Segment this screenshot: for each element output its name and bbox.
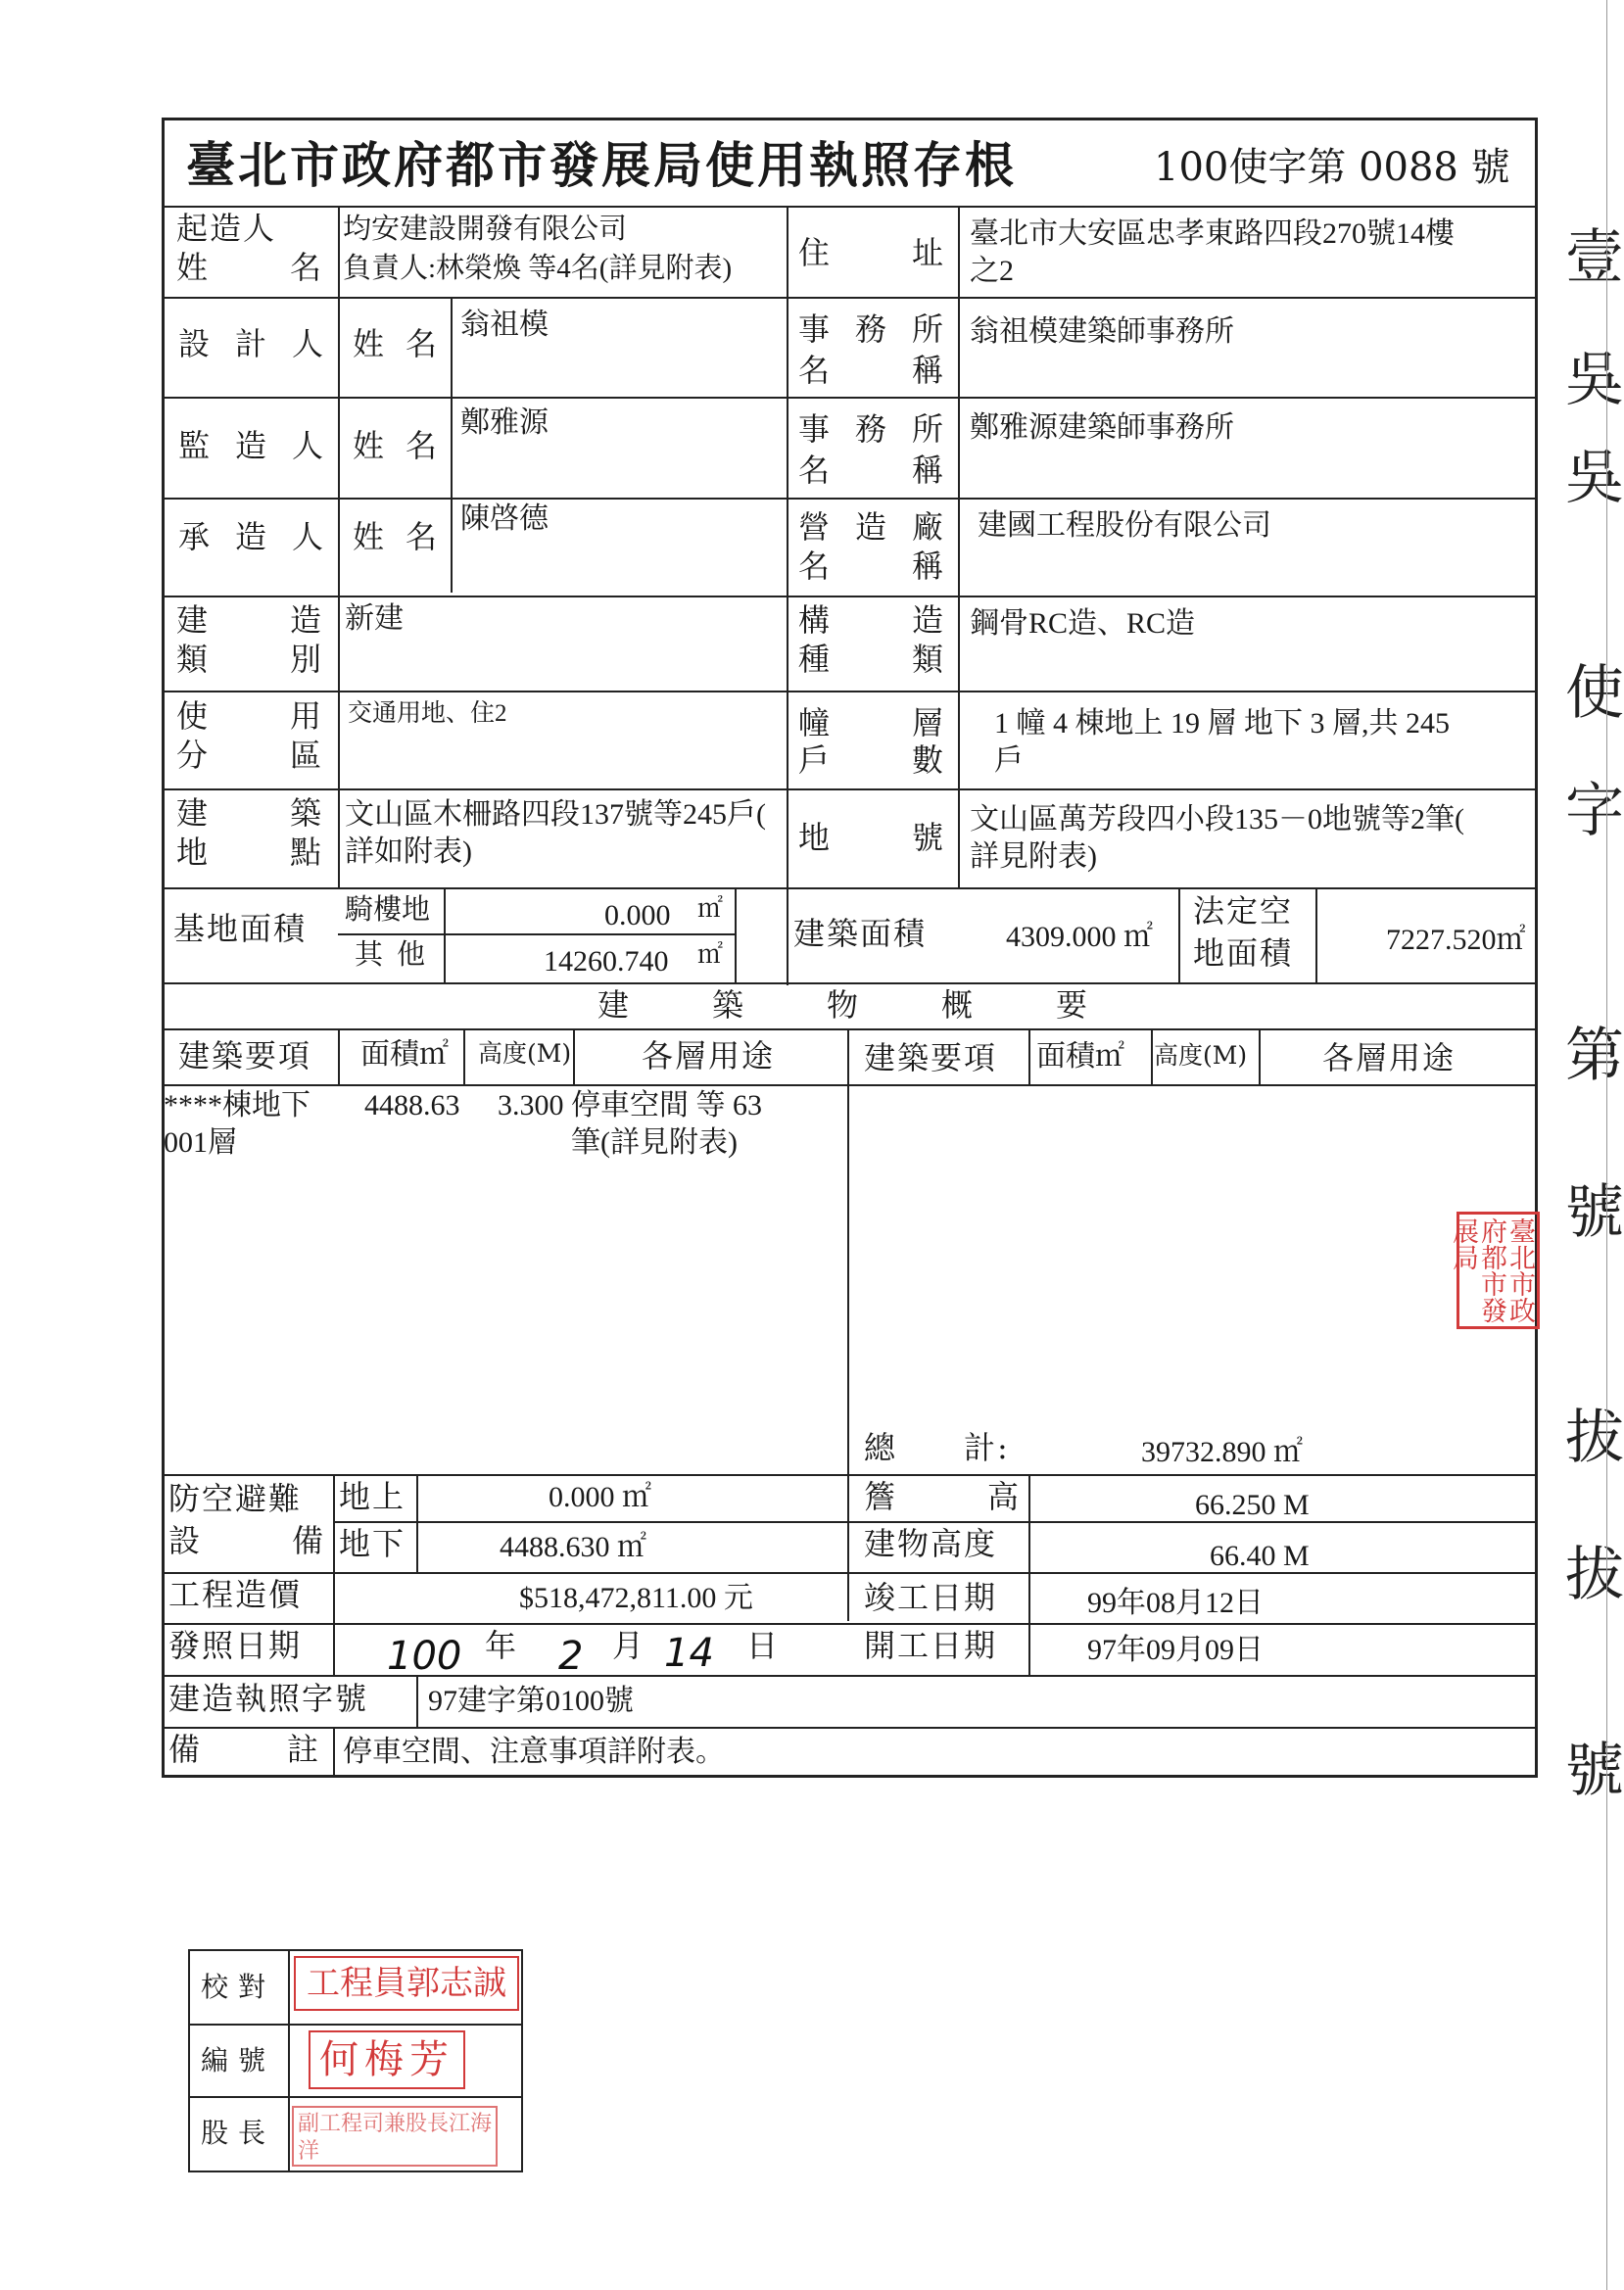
floors-label-1: 幢層 — [798, 704, 945, 741]
supervisor-office-label-1: 事務所 — [798, 410, 945, 448]
supervisor-name-label: 姓名 — [353, 427, 439, 464]
other-unit: ㎡ — [697, 940, 724, 969]
structure-label-2: 種類 — [798, 641, 945, 678]
margin-char: 拔 — [1565, 1541, 1624, 1609]
open-space-label-2: 地面積 — [1193, 934, 1294, 972]
other-area: 14260.740 — [544, 945, 669, 978]
shelter-label-2: 設備 — [168, 1522, 325, 1559]
shelter-below-label: 地下 — [339, 1525, 406, 1562]
issue-day: 14 — [664, 1631, 714, 1676]
margin-char: 吳 — [1565, 346, 1624, 414]
site-area-label: 基地面積 — [173, 910, 308, 947]
contractor-office: 建國工程股份有限公司 — [978, 509, 1271, 542]
applicant-name: 均安建設開發有限公司 — [343, 214, 628, 245]
designer-name-label: 姓名 — [353, 325, 439, 362]
zoning-value: 交通用地、住2 — [348, 700, 507, 727]
overview-title: 建築物概要 — [597, 986, 1171, 1024]
arcade-unit: ㎡ — [697, 894, 724, 923]
designer-label: 設計人 — [178, 325, 325, 362]
zoning-label-2: 分區 — [176, 737, 323, 774]
applicant-name-label: 姓名 — [176, 249, 323, 286]
issue-day-char: 日 — [746, 1627, 781, 1664]
building-height-label: 建物高度 — [864, 1525, 998, 1562]
overview-item-1: ****棟地下 — [164, 1089, 310, 1121]
overview-height: 3.300 — [498, 1089, 564, 1121]
floors-label-2: 戶數 — [798, 741, 945, 779]
start-date: 97年09月09日 — [1087, 1634, 1264, 1666]
margin-char: 號 — [1565, 1737, 1624, 1805]
issue-month: 2 — [558, 1634, 584, 1679]
overview-use-1: 停車空間 等 63 — [571, 1089, 762, 1121]
stamp-checker: 工程員郭志誠 — [294, 1956, 519, 2011]
issue-year-char: 年 — [485, 1627, 519, 1664]
overview-use-2: 筆(詳見附表) — [571, 1126, 738, 1159]
location-value-1: 文山區木柵路四段137號等245戶( — [345, 798, 766, 831]
approval-label-number: 編號 — [201, 2044, 276, 2076]
address-label: 住址 — [798, 234, 945, 271]
page-title: 臺北市政府都市發展局使用執照存根 — [186, 136, 1017, 194]
designer-name: 翁祖模 — [460, 309, 549, 341]
contractor-office-label-2: 名稱 — [798, 548, 945, 585]
overview-header-use: 各層用途 — [642, 1037, 776, 1074]
open-space-label-1: 法定空 — [1193, 892, 1294, 930]
permit-number: 100使字第 0088 號 — [1154, 145, 1510, 190]
lot-label: 地號 — [798, 819, 945, 856]
overview-header-area-right: 面積㎡ — [1036, 1039, 1124, 1073]
margin-char: 第 — [1565, 1022, 1624, 1090]
overview-header-height-right: 高度(M) — [1154, 1041, 1248, 1070]
overview-header-item: 建築要項 — [178, 1037, 312, 1074]
supervisor-label: 監造人 — [178, 427, 325, 464]
eave-label: 簷高 — [864, 1478, 1021, 1515]
overview-header-area: 面積㎡ — [360, 1037, 449, 1072]
build-permit-label: 建造執照字號 — [168, 1680, 369, 1717]
shelter-label-1: 防空避難 — [168, 1480, 303, 1517]
shelter-above: 0.000 ㎡ — [549, 1481, 651, 1513]
lot-value-1: 文山區萬芳段四小段135－0地號等2筆( — [970, 803, 1464, 835]
floors-value-2: 戶 — [994, 744, 1024, 777]
overview-header-height: 高度(M) — [478, 1039, 572, 1068]
zoning-label-1: 使用 — [176, 697, 323, 735]
overview-item-2: 001層 — [164, 1126, 237, 1159]
open-space-area: 7227.520㎡ — [1386, 924, 1526, 956]
completion-date: 99年08月12日 — [1087, 1587, 1264, 1619]
margin-char: 壹 — [1565, 223, 1624, 292]
total-label: 總 計: — [864, 1429, 1010, 1466]
contractor-label: 承造人 — [178, 518, 325, 555]
applicant-address-2: 之2 — [970, 255, 1014, 287]
issue-date-label: 發照日期 — [168, 1627, 303, 1664]
building-area-label: 建築面積 — [793, 915, 928, 952]
designer-office: 翁祖模建築師事務所 — [970, 315, 1234, 348]
other-label: 其他 — [355, 937, 440, 971]
building-area: 4309.000 ㎡ — [1006, 921, 1153, 953]
applicant-label: 起造人 — [176, 210, 277, 247]
issue-year: 100 — [387, 1634, 462, 1679]
supervisor-name: 鄭雅源 — [460, 406, 549, 439]
approval-label-chief: 股長 — [201, 2117, 276, 2149]
build-type-label-1: 建造 — [176, 601, 323, 639]
margin-char: 使 — [1565, 659, 1624, 728]
floors-value-1: 1 幢 4 棟地上 19 層 地下 3 層,共 245 — [994, 707, 1450, 739]
margin-char: 號 — [1565, 1178, 1624, 1247]
build-type: 新建 — [345, 602, 404, 635]
applicant-representative: 負責人:林榮煥 等4名(詳見附表) — [343, 253, 733, 284]
remarks-label: 備 註 — [168, 1731, 320, 1768]
contractor-name: 陳啓德 — [460, 502, 549, 535]
designer-office-label-2: 名稱 — [798, 352, 945, 389]
cost-label: 工程造價 — [168, 1576, 303, 1613]
contractor-name-label: 姓名 — [353, 518, 439, 555]
issue-month-char: 月 — [612, 1627, 646, 1664]
cost-value: $518,472,811.00 元 — [519, 1582, 753, 1614]
building-height: 66.40 M — [1210, 1540, 1310, 1572]
overview-header-item-right: 建築要項 — [864, 1039, 998, 1076]
supervisor-office-label-2: 名稱 — [798, 452, 945, 489]
build-type-label-2: 類別 — [176, 641, 323, 678]
completion-label: 竣工日期 — [864, 1579, 998, 1616]
official-seal: 臺北市政府都市發展局 — [1457, 1212, 1540, 1329]
scan-edge — [1606, 0, 1607, 2290]
total-area: 39732.890 ㎡ — [1141, 1436, 1303, 1468]
margin-char: 吳 — [1565, 444, 1624, 512]
stamp-chief: 副工程司兼股長江海洋 — [292, 2106, 498, 2167]
applicant-address-1: 臺北市大安區忠孝東路四段270號14樓 — [970, 217, 1455, 250]
location-label-2: 地點 — [176, 834, 323, 871]
start-date-label: 開工日期 — [864, 1627, 998, 1664]
eave-height: 66.250 M — [1195, 1489, 1310, 1521]
approval-label-check: 校對 — [201, 1971, 276, 2003]
location-label-1: 建築 — [176, 794, 323, 832]
supervisor-office: 鄭雅源建築師事務所 — [970, 411, 1234, 444]
shelter-below: 4488.630 ㎡ — [500, 1531, 646, 1563]
stamp-number: 何梅芳 — [309, 2030, 465, 2089]
arcade-label: 騎樓地 — [345, 892, 431, 926]
shelter-above-label: 地上 — [339, 1478, 406, 1515]
remarks-value: 停車空間、注意事項詳附表。 — [343, 1736, 725, 1768]
structure-type: 鋼骨RC造、RC造 — [970, 607, 1196, 640]
location-value-2: 詳如附表) — [345, 835, 472, 868]
structure-label-1: 構造 — [798, 601, 945, 639]
lot-value-2: 詳見附表) — [970, 840, 1097, 873]
build-permit-no: 97建字第0100號 — [428, 1685, 634, 1717]
contractor-office-label-1: 營造廠 — [798, 508, 945, 546]
designer-office-label-1: 事務所 — [798, 310, 945, 348]
overview-header-use-right: 各層用途 — [1322, 1039, 1457, 1076]
margin-char: 字 — [1565, 777, 1624, 845]
overview-area: 4488.63 — [364, 1089, 460, 1121]
arcade-area: 0.000 — [604, 899, 671, 931]
margin-char: 拔 — [1565, 1404, 1624, 1472]
